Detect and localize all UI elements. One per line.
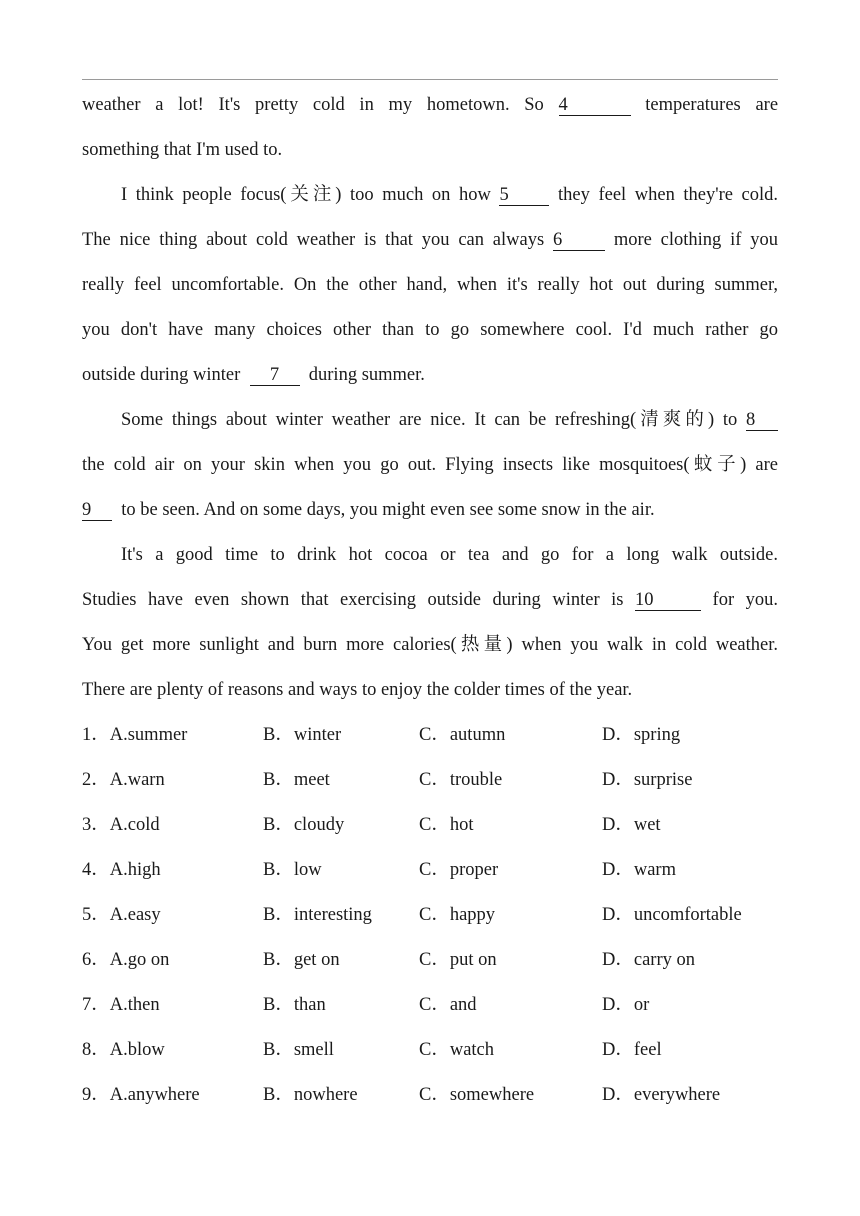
blank-5: 5	[499, 186, 549, 206]
option-b: B．than	[263, 995, 326, 1015]
passage-line: There are plenty of reasons and ways to enjoy the colder times of the year.	[82, 680, 633, 700]
question-1-options	[82, 713, 778, 758]
option-c: C．happy	[419, 905, 496, 925]
question-2-options	[82, 758, 778, 803]
option-d: D．feel	[602, 1040, 662, 1060]
passage-line: outside during winter 7 during summer.	[82, 365, 425, 385]
option-b: B．low	[263, 860, 322, 880]
blank-4: 4	[559, 96, 631, 116]
option-d: D．spring	[602, 725, 681, 745]
passage-line: You get more sunlight and burn more calories(热量) when you walk in cold weather.	[82, 635, 778, 655]
option-b: B．nowhere	[263, 1085, 358, 1105]
blank-9: 9	[82, 501, 112, 521]
question-7-options	[82, 983, 778, 1028]
question-9-options	[82, 1073, 778, 1118]
question-5-options	[82, 893, 778, 938]
passage-line: The nice thing about cold weather is that you can always 6 more clothing if you	[82, 230, 778, 250]
passage-line: the cold air on your skin when you go out. Flying insects like mosquitoes(蚊子) are	[82, 455, 778, 475]
option-c: C．put on	[419, 950, 497, 970]
passage-line: you don't have many choices other than to go somewhere cool. I'd much rather go	[82, 320, 778, 340]
passage-line: It's a good time to drink hot cocoa or tea and go for a long walk outside.	[121, 545, 778, 565]
blank-8: 8	[746, 411, 778, 431]
header-rule	[82, 79, 778, 80]
option-c: C．somewhere	[419, 1085, 535, 1105]
option-b: B．get on	[263, 950, 340, 970]
passage-line: I think people focus(关注) too much on how 5 they feel when they're cold.	[121, 185, 779, 205]
reading-passage	[82, 83, 778, 713]
option-a: 6．A.go on	[82, 950, 170, 970]
passage-line: Studies have even shown that exercising outside during winter is 10 for you.	[82, 590, 779, 610]
option-a: 8．A.blow	[82, 1040, 165, 1060]
question-4-options	[82, 848, 778, 893]
option-d: D．wet	[602, 815, 661, 835]
blank-6: 6	[553, 231, 605, 251]
option-a: 2．A.warn	[82, 770, 165, 790]
blank-10: 10	[635, 591, 701, 611]
option-a: 9．A.anywhere	[82, 1085, 200, 1105]
option-d: D．or	[602, 995, 650, 1015]
option-d: D．surprise	[602, 770, 693, 790]
passage-line: Some things about winter weather are nice. It can be refreshing(清爽的) to 8	[82, 398, 778, 443]
option-a: 3．A.cold	[82, 815, 160, 835]
passage-line: weather a lot! It's pretty cold in my hometown. So 4 temperatures are	[82, 95, 779, 115]
option-c: C．and	[419, 995, 477, 1015]
option-c: C．hot	[419, 815, 474, 835]
option-d: D．carry on	[602, 950, 695, 970]
blank-7: 7	[250, 366, 300, 386]
question-8-options	[82, 1028, 778, 1073]
option-b: B．winter	[263, 725, 342, 745]
option-a: 7．A.then	[82, 995, 160, 1015]
option-b: B．meet	[263, 770, 330, 790]
option-c: C．autumn	[419, 725, 506, 745]
passage-line: really feel uncomfortable. On the other hand, when it's really hot out during summer,	[82, 275, 778, 295]
option-a: 4．A.high	[82, 860, 161, 880]
option-d: D．warm	[602, 860, 676, 880]
question-3-options	[82, 803, 778, 848]
option-d: D．everywhere	[602, 1085, 721, 1105]
option-a: 1．A.summer	[82, 725, 188, 745]
option-c: C．watch	[419, 1040, 495, 1060]
option-b: B．smell	[263, 1040, 334, 1060]
option-b: B．cloudy	[263, 815, 345, 835]
question-6-options	[82, 938, 778, 983]
option-a: 5．A.easy	[82, 905, 161, 925]
option-c: C．proper	[419, 860, 499, 880]
option-b: B．interesting	[263, 905, 372, 925]
option-d: D．uncomfortable	[602, 905, 742, 925]
option-c: C．trouble	[419, 770, 503, 790]
answer-options	[82, 713, 778, 1118]
passage-line: 9 to be seen. And on some days, you might even see some snow in the air.	[82, 500, 655, 520]
passage-line: something that I'm used to.	[82, 140, 283, 160]
